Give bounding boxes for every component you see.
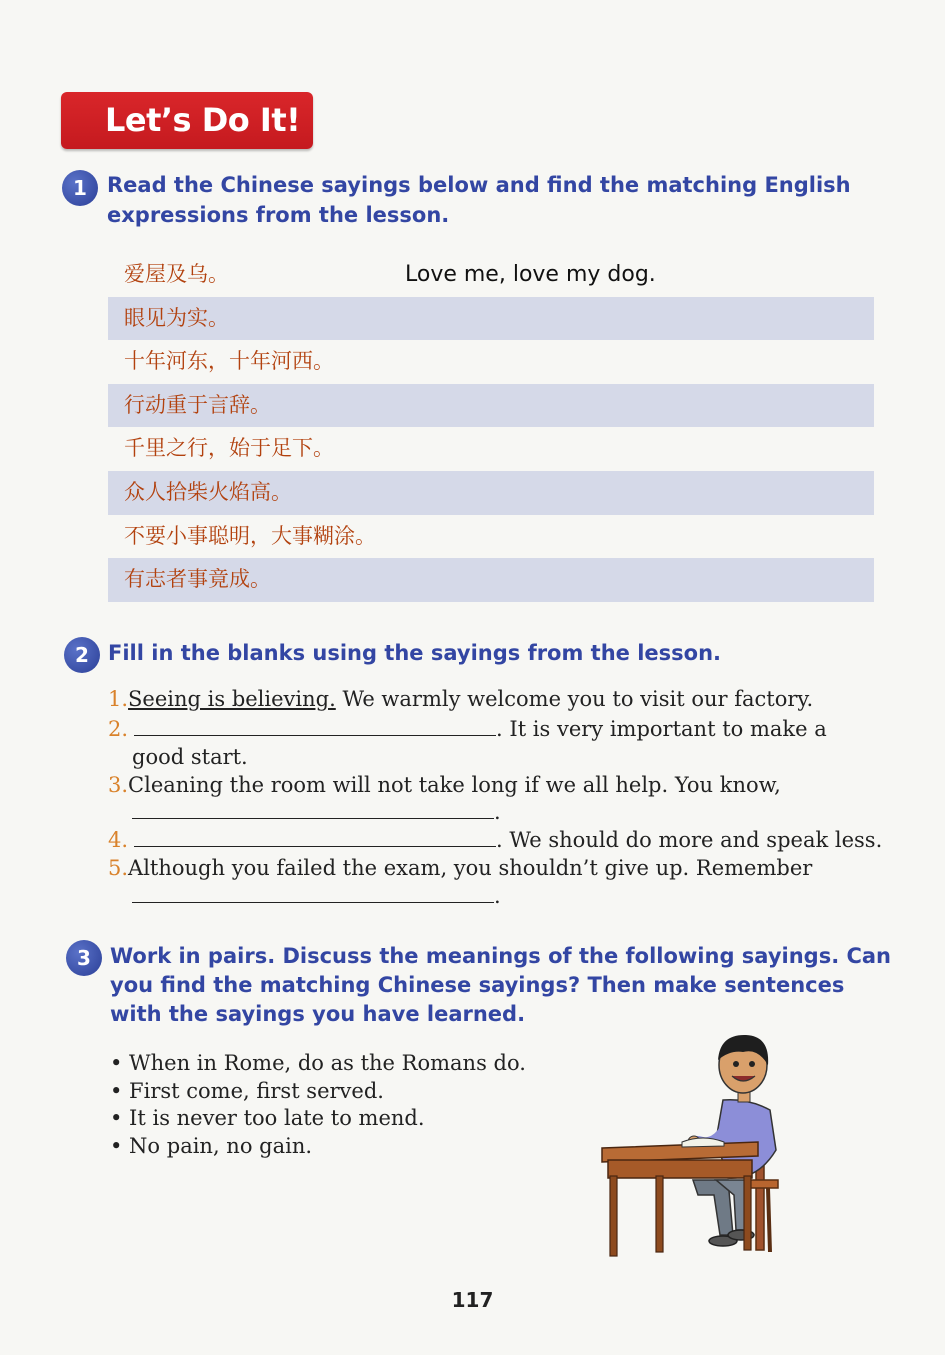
saying-chinese: 众人拾柴火焰高。 — [124, 479, 292, 504]
table-row — [108, 297, 874, 341]
saying-chinese: 爱屋及乌。 — [124, 262, 229, 286]
sayings-list — [110, 1050, 526, 1160]
table-row — [108, 384, 874, 428]
table-row — [108, 471, 874, 515]
exercise-item-4 — [108, 824, 882, 855]
table-row — [108, 515, 874, 559]
item-answer: Seeing is believing. — [128, 687, 336, 711]
item-number: 5. — [108, 856, 129, 880]
section-3-title-line2: you find the matching Chinese sayings? Then make sentences — [110, 973, 845, 997]
answer-blank[interactable] — [134, 713, 496, 736]
item-continuation: good start. — [132, 745, 248, 769]
exercise-item-3-blank-line — [132, 796, 501, 827]
saying-chinese: 不要小事聪明，大事糊涂。 — [124, 523, 376, 548]
section-1-title-line2: expressions from the lesson. — [107, 203, 450, 227]
section-3-number: 3 — [66, 940, 102, 976]
sayings-table — [108, 253, 874, 602]
list-item: • It is never too late to mend. — [110, 1106, 425, 1130]
section-1-title-line1: Read the Chinese sayings below and find the matching English — [107, 173, 851, 197]
answer-blank[interactable] — [132, 880, 494, 903]
exercise-item-2 — [108, 713, 827, 744]
section-3-title-line1: Work in pairs. Discuss the meanings of the following sayings. Can — [110, 944, 892, 968]
saying-chinese: 有志者事竟成。 — [124, 567, 271, 592]
item-text: We warmly welcome you to visit our factory. — [335, 687, 814, 711]
item-text: . We should do more and speak less. — [496, 828, 883, 852]
item-number: 3. — [108, 773, 129, 797]
item-text: Cleaning the room will not take long if we all help. You know, — [128, 773, 781, 797]
item-number: 2. — [108, 717, 129, 741]
lets-do-it-banner: Let’s Do It! — [61, 92, 313, 149]
section-1-number: 1 — [62, 170, 98, 206]
list-item: • When in Rome, do as the Romans do. — [110, 1051, 526, 1075]
page-number: 117 — [451, 1288, 494, 1312]
answer-blank[interactable] — [134, 824, 496, 847]
section-2-title: Fill in the blanks using the sayings from the lesson. — [108, 641, 722, 665]
student-at-desk-illustration — [598, 1030, 788, 1260]
saying-chinese: 眼见为实。 — [124, 305, 229, 330]
saying-chinese: 千里之行，始于足下。 — [124, 436, 334, 461]
item-continuation: . — [494, 884, 501, 908]
section-2-number: 2 — [64, 637, 100, 673]
answer-blank[interactable] — [132, 796, 494, 819]
exercise-item-5-blank-line — [132, 880, 501, 911]
item-text: . It is very important to make a — [496, 717, 827, 741]
saying-chinese: 十年河东，十年河西。 — [124, 349, 334, 374]
table-row — [108, 340, 874, 384]
item-number: 4. — [108, 828, 129, 852]
table-row — [108, 558, 874, 602]
list-item: • First come, first served. — [110, 1078, 384, 1103]
list-item: • No pain, no gain. — [110, 1133, 313, 1158]
saying-chinese: 行动重于言辞。 — [124, 392, 271, 417]
saying-english[interactable]: Love me, love my dog. — [405, 262, 656, 287]
exercise-item-1 — [108, 684, 813, 714]
section-3-title-line3: with the sayings you have learned. — [110, 1002, 526, 1026]
item-text: Although you failed the exam, you shouldn’t give up. Remember — [128, 856, 813, 880]
item-continuation: . — [494, 800, 501, 824]
exercise-item-5 — [108, 853, 812, 883]
table-row — [108, 253, 874, 297]
item-number: 1. — [108, 687, 129, 711]
table-row — [108, 427, 874, 471]
